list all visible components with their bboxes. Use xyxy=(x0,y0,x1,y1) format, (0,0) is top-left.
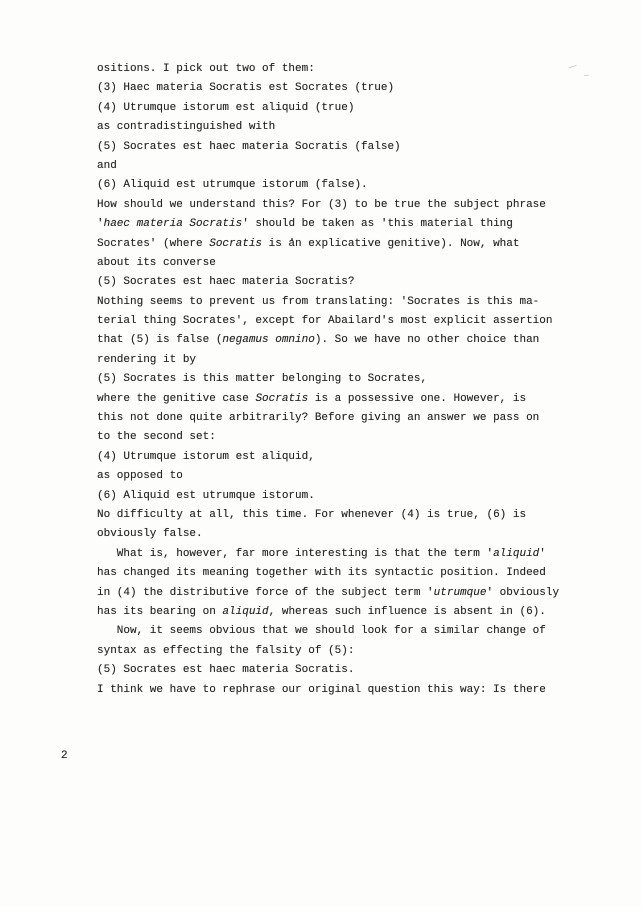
text-line xyxy=(97,487,617,506)
text-segment: that (5) is false ( xyxy=(97,334,223,347)
text-segment: What is, however, far more interesting is that the term ' xyxy=(97,547,494,560)
text-segment: Now, it seems obvious that we should look for a similar change of xyxy=(97,625,546,638)
italic-text-segment: Socratis xyxy=(209,237,263,250)
text-segment: I think we have to rephrase our original question this way: Is there xyxy=(97,683,546,696)
text-segment: about its converse xyxy=(97,256,216,269)
text-segment: , whereas such influence is absent in (6). xyxy=(268,605,546,618)
text-segment: is an explicative genitive). Now, what xyxy=(262,237,520,250)
text-segment: where the genitive case xyxy=(97,392,256,405)
italic-text-segment: aliquid xyxy=(222,605,269,618)
text-line xyxy=(97,390,617,409)
text-segment: syntax as effecting the falsity of (5): xyxy=(97,644,355,657)
italic-text-segment: utrumque xyxy=(433,586,487,599)
text-segment: ' obviously xyxy=(486,586,560,599)
text-segment: ' xyxy=(539,547,546,560)
text-line xyxy=(97,99,617,118)
text-segment: as opposed to xyxy=(97,470,183,483)
text-segment: (4) Utrumque istorum est aliquid, xyxy=(97,450,315,463)
text-segment: in (4) the distributive force of the subject term ' xyxy=(97,586,434,599)
text-segment: has its bearing on xyxy=(97,605,223,618)
text-line xyxy=(97,448,617,467)
text-line xyxy=(97,409,617,428)
text-line xyxy=(97,235,617,254)
text-segment: Socrates' (where xyxy=(97,237,210,250)
italic-text-segment: haec materia Socratis xyxy=(103,218,243,231)
page-number: 2 xyxy=(61,750,68,762)
text-segment: has changed its meaning together with its syntactic position. Indeed xyxy=(97,567,546,580)
text-line xyxy=(97,118,617,137)
text-segment: is a possessive one. However, is xyxy=(308,392,527,405)
text-line xyxy=(97,622,617,641)
text-line xyxy=(97,176,617,195)
text-line xyxy=(97,293,617,312)
text-line xyxy=(97,312,617,331)
text-segment: to the second set: xyxy=(97,431,216,444)
text-line xyxy=(97,273,617,292)
text-line xyxy=(97,331,617,350)
text-segment: ositions. I pick out two of them: xyxy=(97,63,315,75)
text-line xyxy=(97,79,617,98)
text-line xyxy=(97,351,617,370)
text-segment: (5) Socrates est haec materia Socratis? xyxy=(97,276,355,289)
italic-text-segment: negamus omnino xyxy=(222,334,315,347)
text-line xyxy=(97,428,617,447)
text-line xyxy=(97,215,617,234)
text-segment: (4) Utrumque istorum est aliquid (true) xyxy=(97,101,355,114)
text-line xyxy=(97,138,617,157)
text-segment: (5) Socrates est haec materia Socratis (false) xyxy=(97,140,401,153)
text-segment: ). So we have no other choice than xyxy=(314,334,540,347)
text-segment: rendering it by xyxy=(97,353,197,366)
text-segment: this not done quite arbitrarily? Before giving an answer we pass on xyxy=(97,412,540,425)
text-line xyxy=(97,157,617,176)
text-line xyxy=(97,467,617,486)
text-line xyxy=(97,642,617,661)
text-segment: (5) Socrates est haec materia Socratis. xyxy=(97,664,355,677)
text-line xyxy=(97,564,617,583)
text-segment: terial thing Socrates', except for Abailard's most explicit assertion xyxy=(97,315,553,328)
text-line xyxy=(97,196,617,215)
text-line xyxy=(97,506,617,525)
text-line xyxy=(97,525,617,544)
italic-text-segment: aliquid xyxy=(493,547,540,560)
text-segment: No difficulty at all, this time. For whenever (4) is true, (6) is xyxy=(97,508,527,521)
text-line xyxy=(97,545,617,564)
text-line xyxy=(97,254,617,273)
text-segment: ' xyxy=(97,218,104,231)
text-segment: (3) Haec materia Socratis est Socrates (true) xyxy=(97,82,395,95)
text-line xyxy=(97,60,617,79)
text-segment: ' should be taken as 'this material thing xyxy=(242,218,513,231)
text-line xyxy=(97,603,617,622)
text-segment: obviously false. xyxy=(97,528,203,541)
text-line xyxy=(97,661,617,680)
text-segment: (6) Aliquid est utrumque istorum. xyxy=(97,489,315,502)
italic-text-segment: Socratis xyxy=(255,392,309,405)
text-segment: How should we understand this? For (3) to be true the subject phrase xyxy=(97,198,546,211)
text-lines xyxy=(97,60,617,700)
text-segment: (5) Socrates is this matter belonging to Socrates, xyxy=(97,373,428,386)
text-line xyxy=(97,681,617,700)
text-line xyxy=(97,370,617,389)
text-segment: (6) Aliquid est utrumque istorum (false). xyxy=(97,179,368,192)
text-segment: Nothing seems to prevent us from translating: 'Socrates is this ma- xyxy=(97,295,540,308)
text-segment: as contradistinguished with xyxy=(97,121,276,134)
text-line xyxy=(97,584,617,603)
text-segment: and xyxy=(97,159,117,172)
